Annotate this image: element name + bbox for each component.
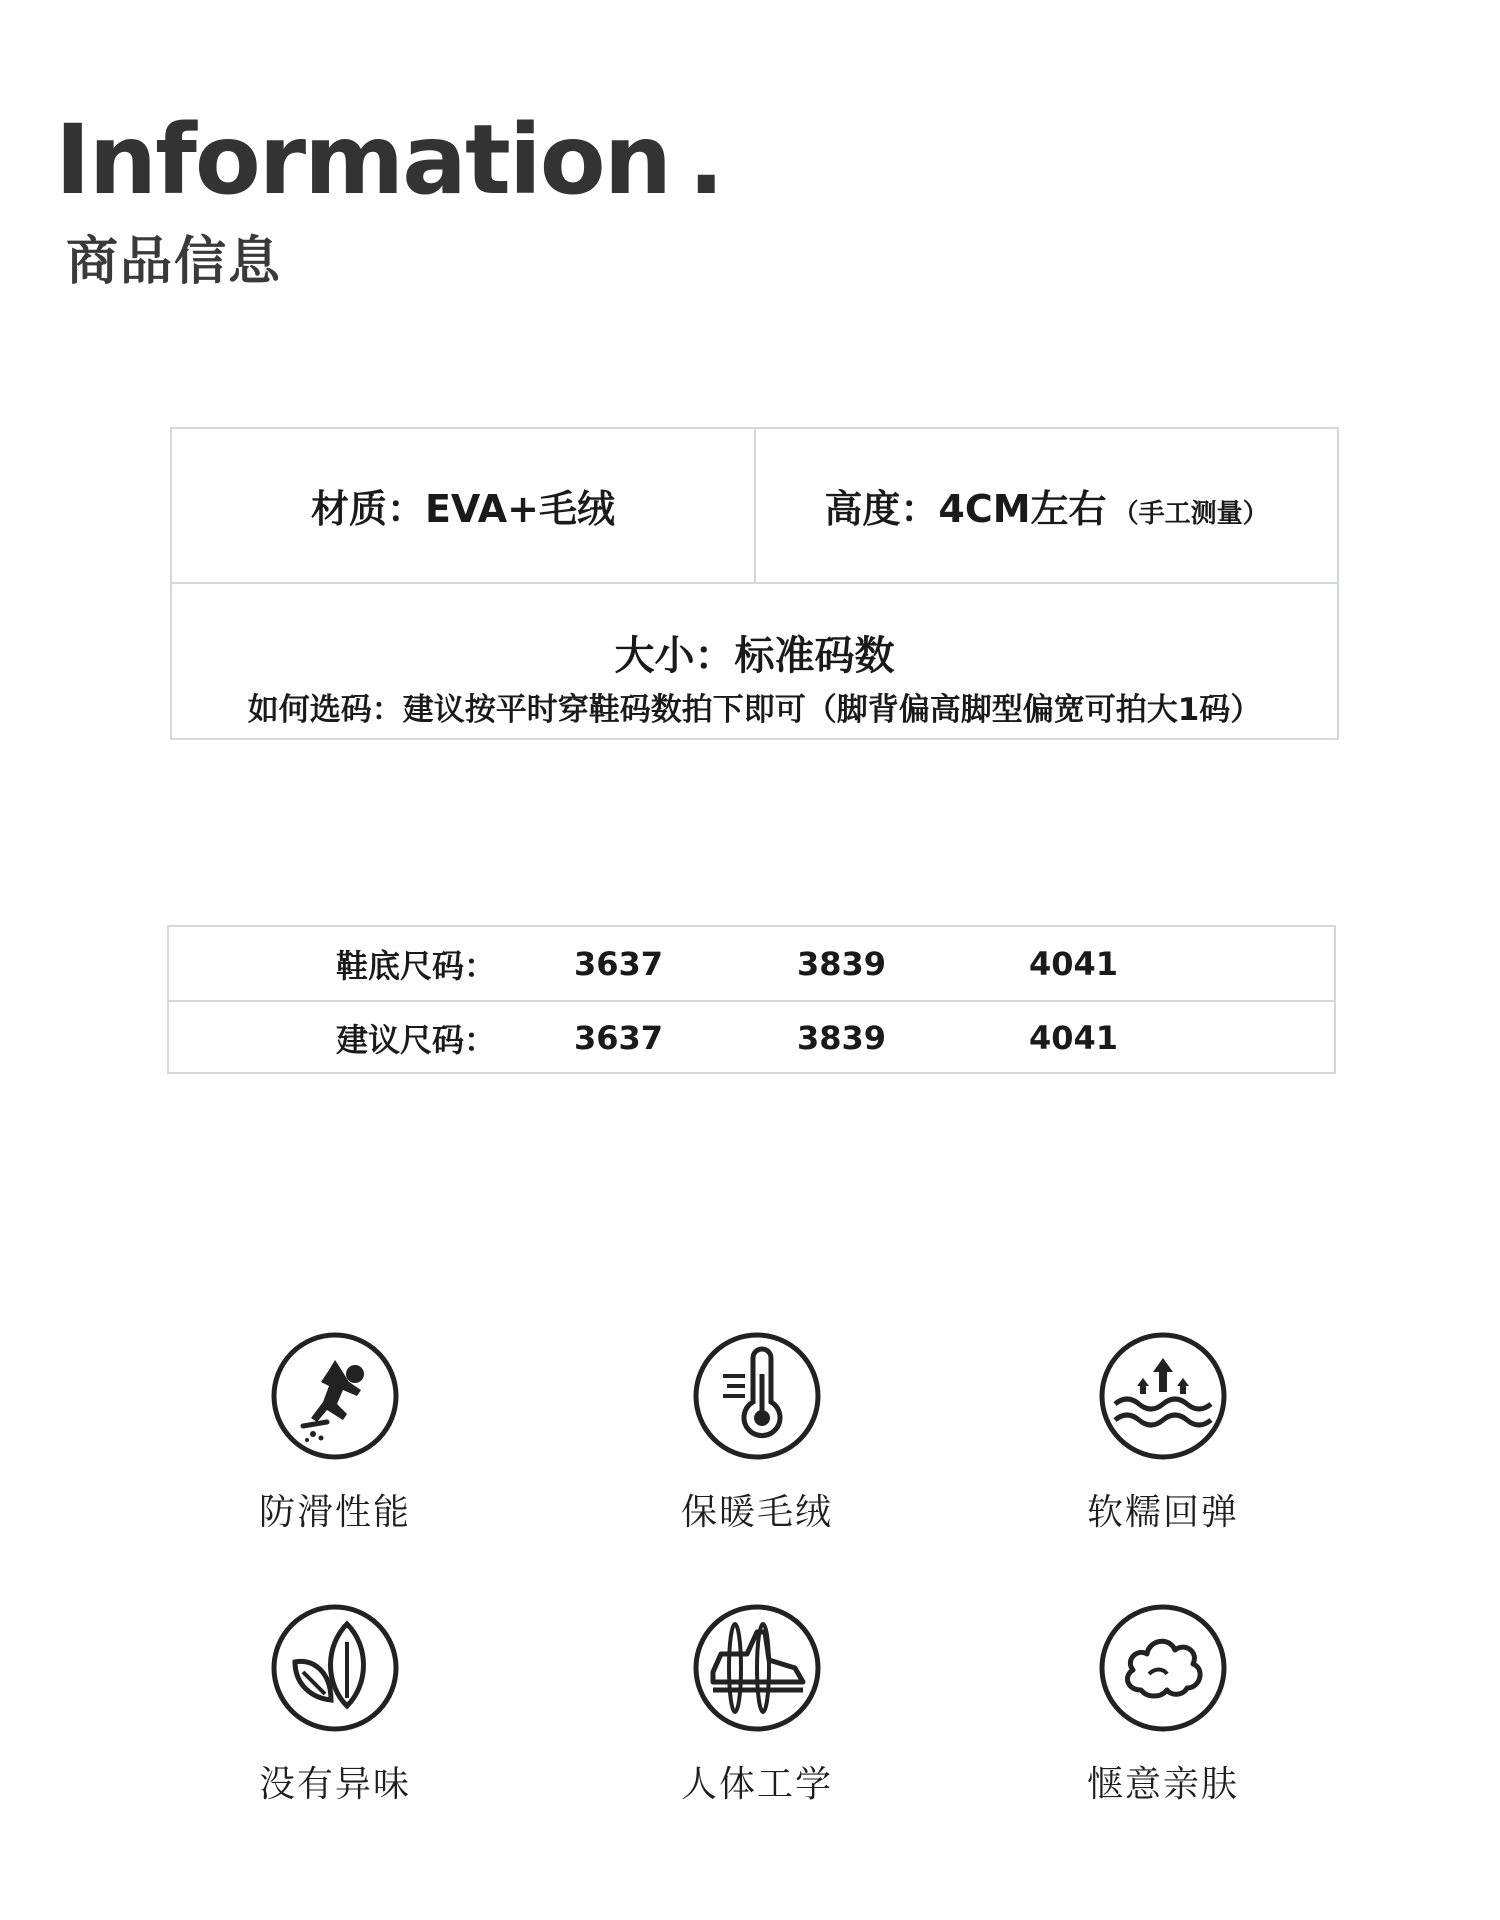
title-en-text: Information	[55, 104, 671, 216]
height-note: （手工测量）	[1112, 499, 1269, 529]
rebound-waves-icon	[1097, 1330, 1229, 1462]
size-value: 3839	[797, 944, 887, 983]
size-title: 大小：标准码数	[614, 633, 895, 679]
size-value: 3839	[797, 1018, 887, 1057]
height-text: 高度：4CM左右	[824, 487, 1107, 531]
size-hint: 如何选码：建议按平时穿鞋码数拍下即可（脚背偏高脚型偏宽可拍大1码）	[247, 692, 1262, 728]
feature-label: 人体工学	[680, 1764, 833, 1805]
height-cell	[756, 429, 1337, 582]
feature-label: 保暖毛绒	[680, 1492, 833, 1533]
feature-label: 没有异味	[258, 1764, 411, 1805]
feature-label: 惬意亲肤	[1086, 1764, 1239, 1805]
feature-skin-friendly	[1033, 1602, 1293, 1807]
feature-warm-plush	[627, 1330, 887, 1535]
size-value: 3637	[574, 944, 664, 983]
slip-icon	[269, 1330, 401, 1462]
table-row	[169, 1001, 1334, 1074]
feature-soft-rebound	[1033, 1330, 1293, 1535]
size-info-row	[172, 584, 1337, 738]
feature-ergonomic	[627, 1602, 887, 1807]
row-label: 鞋底尺码：	[336, 946, 497, 985]
feature-label: 软糯回弹	[1086, 1492, 1239, 1533]
leaves-icon	[269, 1602, 401, 1734]
size-value: 4041	[1029, 1018, 1119, 1057]
cloud-icon	[1097, 1602, 1229, 1734]
row-label: 建议尺码：	[336, 1020, 497, 1059]
title-dot: .	[688, 104, 723, 216]
feature-no-odor	[205, 1602, 465, 1807]
shoe-ergonomic-icon	[691, 1602, 823, 1734]
table-row	[169, 927, 1334, 1002]
material-cell	[172, 429, 756, 582]
size-chart-table	[167, 925, 1336, 1074]
page-title-cn: 商品信息	[66, 232, 283, 292]
material-text: 材质：EVA+毛绒	[310, 487, 616, 531]
product-info-table	[170, 427, 1339, 740]
thermometer-icon	[691, 1330, 823, 1462]
size-value: 3637	[574, 1018, 664, 1057]
feature-label: 防滑性能	[258, 1492, 411, 1533]
feature-anti-slip	[205, 1330, 465, 1535]
size-value: 4041	[1029, 944, 1119, 983]
info-row-top	[172, 429, 1337, 584]
page-title-en	[55, 104, 723, 216]
